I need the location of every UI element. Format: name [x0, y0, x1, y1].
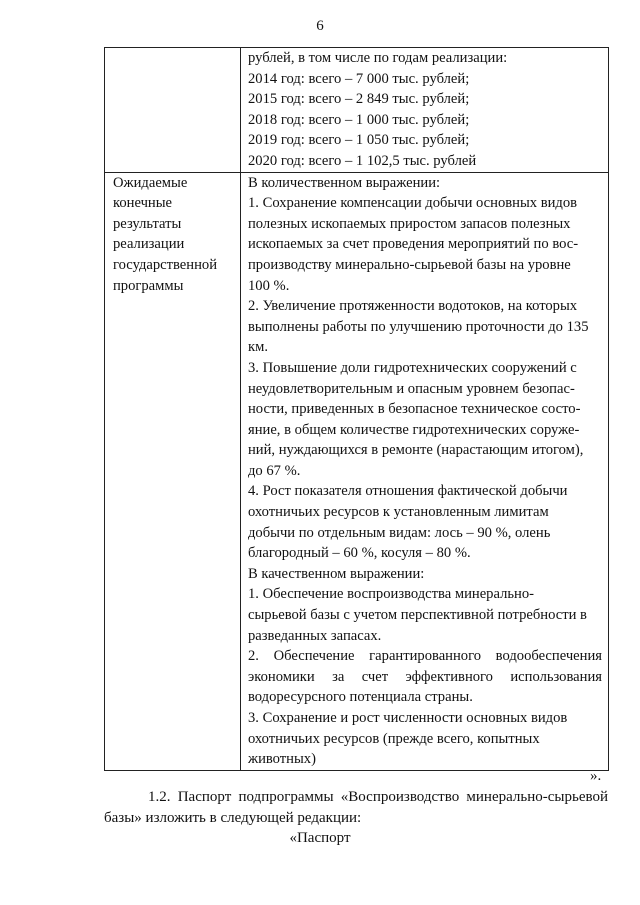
result-line: 2. Увеличение протяженности водотоков, на которых — [248, 298, 578, 315]
result-line: сырьевой базы с учетом перспективной потребности в — [248, 607, 587, 624]
result-line: ности, приведенных в безопасное техническое состо- — [248, 401, 581, 418]
result-line: охотничьих ресурсов к установленным лимитам — [248, 504, 549, 521]
expected-results-label — [105, 172, 241, 770]
result-line: водоресурсного потенциала страны. — [248, 689, 473, 706]
funding-line: 2020 год: всего – 1 102,5 тыс. рублей — [248, 152, 477, 169]
funding-line: 2019 год: всего – 1 050 тыс. рублей; — [248, 132, 470, 149]
result-line: экономики за счет эффективного использования — [248, 668, 602, 685]
result-line: 3. Сохранение и рост численности основных видов — [248, 710, 568, 726]
result-line: яние, в общем количестве гидротехнических соруже- — [248, 421, 580, 438]
result-line: выполнены работы по улучшению проточности до 135 — [248, 318, 589, 335]
section-heading: «Паспорт — [289, 830, 351, 846]
result-line: В качественном выражении: — [248, 565, 425, 582]
page-number: 6 — [316, 18, 324, 34]
result-line: 4. Рост показателя отношения фактической добычи — [248, 483, 568, 500]
result-line: км. — [248, 339, 268, 356]
result-line: 100 %. — [248, 277, 290, 294]
result-line: 1. Обеспечение воспроизводства минерально- — [248, 586, 534, 603]
result-line: 2. Обеспечение гарантированного водообеспечения — [248, 648, 602, 665]
passport-table — [104, 47, 609, 771]
funding-content — [241, 48, 609, 173]
paragraph-line: 1.2. Паспорт подпрограммы «Воспроизводство минерально-сырьевой — [148, 789, 608, 805]
result-line: полезных ископаемых приростом запасов полезных — [248, 215, 571, 232]
label-line: реализации — [113, 236, 185, 253]
result-line: неудовлетворительным и опасным уровнем безопас- — [248, 380, 575, 397]
funding-line: 2018 год: всего – 1 000 тыс. рублей; — [248, 111, 470, 128]
row-label-empty — [105, 48, 241, 173]
expected-results-content — [241, 172, 609, 770]
paragraph-line: базы» изложить в следующей редакции: — [104, 810, 362, 826]
result-line: животных) — [248, 751, 316, 768]
label-line: государственной — [113, 256, 218, 273]
label-line: программы — [113, 277, 184, 294]
table-row-funding — [105, 48, 609, 173]
table-row-expected-results — [105, 172, 609, 770]
result-line: ископаемых за счет проведения мероприятий по вос- — [248, 236, 579, 253]
result-line: ний, нуждающихся в ремонте (нарастающим итогом), — [248, 442, 584, 459]
closing-quote: ». — [590, 768, 602, 784]
result-line: до 67 %. — [248, 462, 301, 479]
result-line: 1. Сохранение компенсации добычи основных видов — [248, 195, 578, 212]
result-line: 3. Повышение доли гидротехнических сооружений с — [248, 359, 577, 376]
result-line: охотничьих ресурсов (прежде всего, копытных — [248, 730, 540, 747]
result-line: В количественном выражении: — [248, 174, 441, 191]
amendment-paragraph — [104, 787, 608, 829]
funding-line: 2014 год: всего – 7 000 тыс. рублей; — [248, 70, 470, 87]
result-line: добычи по отдельным видам: лось – 90 %, олень — [248, 524, 551, 541]
result-line: благородный – 60 %, косуля – 80 %. — [248, 545, 471, 562]
funding-line: рублей, в том числе по годам реализации: — [248, 50, 508, 66]
label-line: Ожидаемые — [113, 174, 188, 191]
funding-line: 2015 год: всего – 2 849 тыс. рублей; — [248, 91, 470, 108]
result-line: разведанных запасах. — [248, 627, 382, 644]
label-line: результаты — [113, 215, 182, 232]
result-line: производству минерально-сырьевой базы на уровне — [248, 256, 571, 273]
label-line: конечные — [113, 195, 173, 212]
